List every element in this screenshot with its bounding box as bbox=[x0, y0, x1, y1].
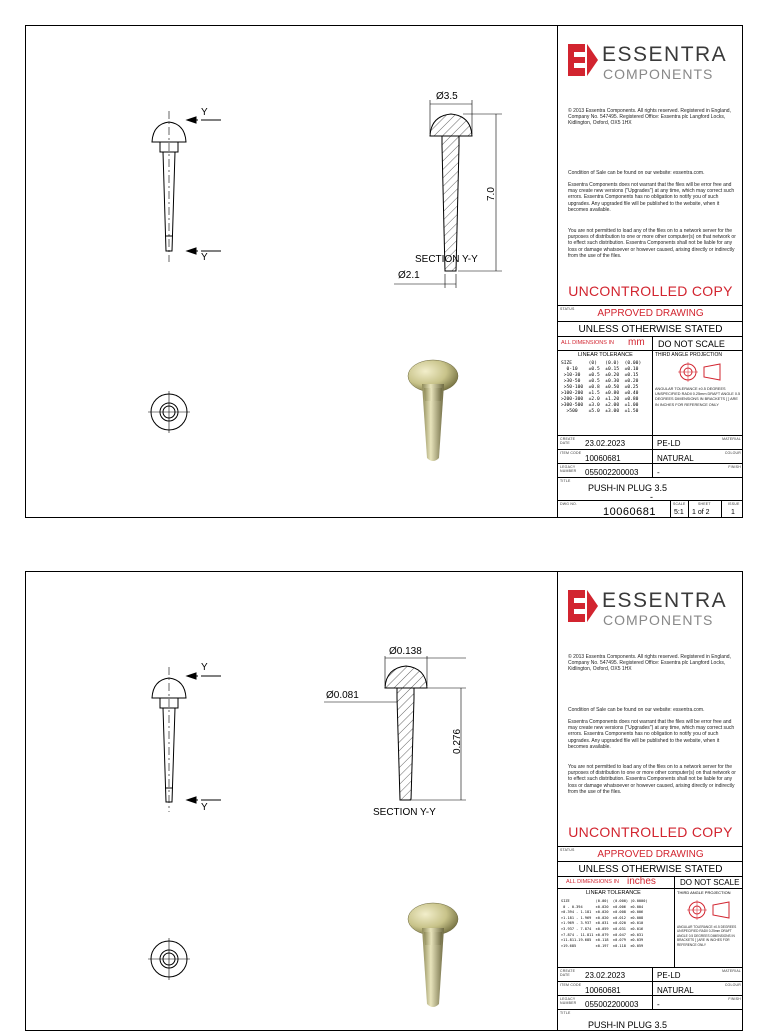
tol-row: >3.937 - 7.874 ±0.059 ±0.031 ±0.016 bbox=[561, 926, 644, 931]
section-label-2: SECTION Y-Y bbox=[373, 807, 436, 818]
finish-value: - bbox=[657, 468, 660, 477]
essentra-logo-2 bbox=[568, 588, 743, 628]
legacy-row-2 bbox=[558, 995, 743, 1009]
essentra-logo-mark bbox=[568, 42, 598, 78]
item-code-value: 10060681 bbox=[585, 454, 621, 463]
tol-row: >300-500 ±3.0 ±2.00 ±1.00 bbox=[561, 403, 639, 408]
tol-row: SIZE (0.00) (0.000) (0.0000) bbox=[561, 899, 648, 903]
material-label-2: MATERIAL bbox=[722, 969, 741, 973]
tol-row: >19.685 ±0.197 ±0.118 ±0.059 bbox=[561, 943, 644, 948]
tol-row: 0 - 0.394 ±0.020 ±0.006 ±0.004 bbox=[561, 904, 644, 909]
status-value: APPROVED DRAWING bbox=[597, 308, 704, 319]
copyright-text: © 2013 Essentra Components. All rights reserved. Registered in England, Company No. 547495. Registered Office: Essentra plc Langford Locks, Kidlington, Oxford, OX5 1HX bbox=[568, 108, 731, 127]
tol-row: >500 ±5.0 ±3.00 ±1.50 bbox=[561, 409, 639, 414]
angular-notes-2: ANGULAR TOLERANCE ±0.5 DEGREES UNSPECIFIED RADII 0.25mm DRAFT ANGLE 0.5 DEGREES DIMENSIONS IN BRACKETS [ ] ARE IN INCHES FOR REFERENCE ONLY bbox=[677, 925, 737, 947]
drawing-title: PUSH-IN PLUG 3.5 bbox=[588, 483, 668, 493]
unless-stated-2: UNLESS OTHERWISE STATED bbox=[578, 864, 723, 875]
scale-label: SCALE bbox=[673, 502, 686, 506]
condition-text: Condition of Sale can be found on our website: essentra.com. bbox=[568, 170, 705, 176]
material-value: PE-LD bbox=[657, 439, 681, 448]
logo-word-essentra: ESSENTRA bbox=[602, 43, 728, 66]
units-value-2: inches bbox=[627, 876, 656, 887]
colour-value-2: NATURAL bbox=[657, 986, 694, 995]
logo-word-components: COMPONENTS bbox=[603, 66, 714, 82]
top-view bbox=[148, 391, 190, 433]
create-date-label: CREATE DATE bbox=[560, 437, 576, 445]
all-dims-label-2: ALL DIMENSIONS IN bbox=[566, 879, 619, 885]
title-row bbox=[558, 477, 743, 500]
shaft-diameter-dim-2: Ø0.081 bbox=[326, 690, 359, 701]
item-code-label-2: ITEM CODE bbox=[560, 983, 582, 987]
title-block-2 bbox=[557, 572, 743, 1030]
date-row bbox=[558, 435, 743, 449]
tolerance-row-2 bbox=[558, 888, 743, 967]
essentra-logo bbox=[568, 42, 743, 82]
shaft-diameter-dim: Ø2.1 bbox=[398, 270, 420, 281]
length-dim: 7.0 bbox=[486, 187, 497, 201]
title-label-2: TITLE bbox=[560, 1011, 571, 1015]
warranty-text: Essentra Components does not warrant that the files will be error free and may create new versions ("Upgrades") at any time, which may correct such errors. Essentra Components has no obligation to notify you of such upgrades. Any upgraded file will be published to the website, when it becomes available. bbox=[568, 182, 735, 213]
dwg-no-label: DWG NO. bbox=[560, 502, 578, 506]
tol-row: >7.874 - 11.811 ±0.079 ±0.047 ±0.031 bbox=[561, 932, 644, 937]
drawing-sheet-2 bbox=[25, 571, 743, 1031]
legacy-number-label-2: LEGACY NUMBER bbox=[560, 997, 577, 1005]
section-view-2 bbox=[324, 656, 466, 800]
tol-row: >0.394 - 1.181 ±0.020 ±0.008 ±0.006 bbox=[561, 910, 644, 915]
plug-3d-render bbox=[408, 360, 458, 461]
length-dim-2: 0.276 bbox=[452, 728, 463, 754]
units-row bbox=[558, 336, 743, 350]
status-row bbox=[558, 305, 743, 321]
permission-text-2: You are not permitted to load any of the files on to a network server for the purposes of distribution to one or more other computer(s) on that network or to effect such distribution. Essentra Components shall not be liable for any loss or damage whatsoever or however caused, arising directly or indirectly from the use of the files. bbox=[568, 764, 736, 795]
third-angle-label: THIRD ANGLE PROJECTION bbox=[655, 352, 722, 358]
issue-label: ISSUE bbox=[728, 502, 740, 506]
status-row-2 bbox=[558, 846, 743, 861]
permission-text: You are not permitted to load any of the files on to a network server for the purposes of distribution to one or more other computer(s) on that network or to effect such distribution. Essentra Components shall not be liable for any loss or damage whatsoever or however caused, arising directly or indirectly from the use of the files. bbox=[568, 228, 736, 259]
logo-word-components-2: COMPONENTS bbox=[603, 612, 714, 628]
all-dims-label: ALL DIMENSIONS IN bbox=[561, 340, 614, 346]
tolerance-row bbox=[558, 350, 743, 435]
colour-value: NATURAL bbox=[657, 454, 694, 463]
do-not-scale: DO NOT SCALE bbox=[658, 339, 725, 349]
units-value: mm bbox=[628, 337, 645, 348]
angular-notes: ANGULAR TOLERANCE ±0.5 DEGREES UNSPECIFIED RADII 0.25mm DRAFT ANGLE 0.5 DEGREES DIMENSIONS IN BRACKETS [ ] ARE IN INCHES FOR REFERENCE ONLY bbox=[655, 387, 741, 407]
copyright-text-2: © 2013 Essentra Components. All rights reserved. Registered in England, Company No. 547495. Registered Office: Essentra plc Langford Locks, Kidlington, Oxford, OX5 1HX bbox=[568, 654, 731, 673]
colour-label: COLOUR bbox=[724, 451, 741, 455]
section-label: SECTION Y-Y bbox=[415, 254, 478, 265]
side-view-2 bbox=[152, 667, 221, 812]
issue-value: 1 bbox=[731, 509, 735, 516]
material-label: MATERIAL bbox=[722, 437, 741, 441]
tol-row: >1.181 - 1.969 ±0.020 ±0.012 ±0.008 bbox=[561, 915, 644, 920]
unless-row bbox=[558, 321, 743, 336]
third-angle-projection-icon bbox=[678, 361, 723, 383]
tolerance-table-2 bbox=[561, 899, 648, 949]
head-diameter-dim: Ø3.5 bbox=[436, 91, 458, 102]
date-row-2 bbox=[558, 967, 743, 981]
top-view-2 bbox=[148, 938, 190, 980]
tol-row: 0-10 ±0.5 ±0.15 ±0.10 bbox=[561, 367, 639, 372]
logo-word-essentra-2: ESSENTRA bbox=[602, 589, 728, 612]
cut-label-top-2: Y bbox=[201, 662, 208, 673]
dwg-no-row bbox=[558, 500, 743, 518]
dwg-no-value: 10060681 bbox=[603, 506, 656, 518]
plug-3d-render-2 bbox=[408, 903, 458, 1007]
third-angle-projection-icon-2 bbox=[687, 899, 732, 921]
legacy-number-label: LEGACY NUMBER bbox=[560, 465, 577, 473]
create-date-label-2: CREATE DATE bbox=[560, 969, 576, 977]
do-not-scale-2: DO NOT SCALE bbox=[680, 878, 740, 887]
tol-row: >30-50 ±0.5 ±0.30 ±0.20 bbox=[561, 379, 639, 384]
uncontrolled-copy: UNCONTROLLED COPY bbox=[568, 283, 733, 299]
legacy-number-value: 055002200003 bbox=[585, 468, 639, 477]
item-code-row bbox=[558, 449, 743, 463]
finish-label: FINISH bbox=[728, 465, 741, 469]
condition-text-2: Condition of Sale can be found on our website: essentra.com. bbox=[568, 707, 705, 713]
sheet-label: SHEET bbox=[698, 502, 711, 506]
item-code-row-2 bbox=[558, 981, 743, 995]
tol-row: SIZE (0) (0.0) (0.00) bbox=[561, 361, 642, 366]
item-code-value-2: 10060681 bbox=[585, 986, 621, 995]
linear-tolerance-label: LINEAR TOLERANCE bbox=[578, 352, 633, 358]
unless-stated: UNLESS OTHERWISE STATED bbox=[578, 324, 723, 335]
status-value-2: APPROVED DRAWING bbox=[597, 849, 704, 860]
side-view bbox=[152, 111, 221, 262]
tol-row: >1.969 - 3.937 ±0.031 ±0.020 ±0.010 bbox=[561, 921, 644, 926]
warranty-text-2: Essentra Components does not warrant that the files will be error free and may create new versions ("Upgrades") at any time, which may correct such errors. Essentra Components has no obligation to notify you of such upgrades. Any upgraded file will be published to the website, when it becomes available. bbox=[568, 719, 735, 750]
drawing-area bbox=[26, 26, 557, 518]
tol-row: >11.811-19.685 ±0.118 ±0.079 ±0.039 bbox=[561, 938, 644, 943]
sheet-value: 1 of 2 bbox=[692, 509, 710, 516]
status-label-2: STATUS bbox=[560, 848, 575, 852]
drawing-area-2 bbox=[26, 572, 557, 1031]
tol-row: >100-200 ±1.5 ±0.80 ±0.40 bbox=[561, 391, 639, 396]
drawing-sheet-1 bbox=[25, 25, 743, 518]
tol-row: >10-30 ±0.5 ±0.20 ±0.15 bbox=[561, 373, 639, 378]
material-value-2: PE-LD bbox=[657, 971, 681, 980]
unless-row-2 bbox=[558, 861, 743, 876]
create-date-value-2: 23.02.2023 bbox=[585, 971, 626, 980]
title-row-2 bbox=[558, 1009, 743, 1031]
cut-label-top: Y bbox=[201, 107, 208, 118]
status-label: STATUS bbox=[560, 307, 575, 311]
finish-value-2: - bbox=[657, 1000, 660, 1009]
cut-label-bottom: Y bbox=[201, 252, 208, 263]
cut-label-bottom-2: Y bbox=[201, 802, 208, 813]
units-row-2 bbox=[558, 876, 743, 888]
legacy-row bbox=[558, 463, 743, 477]
third-angle-label-2: THIRD ANGLE PROJECTION bbox=[677, 890, 731, 895]
essentra-logo-mark-2 bbox=[568, 588, 598, 624]
create-date-value: 23.02.2023 bbox=[585, 439, 626, 448]
linear-tolerance-label-2: LINEAR TOLERANCE bbox=[586, 890, 641, 896]
tol-row: >200-300 ±2.0 ±1.20 ±0.80 bbox=[561, 397, 639, 402]
uncontrolled-copy-2: UNCONTROLLED COPY bbox=[568, 824, 733, 840]
head-diameter-dim-2: Ø0.138 bbox=[389, 646, 422, 657]
tolerance-table bbox=[561, 361, 641, 415]
drawing-title-dash: - bbox=[650, 492, 653, 502]
tol-row: >50-100 ±0.8 ±0.50 ±0.25 bbox=[561, 385, 639, 390]
item-code-label: ITEM CODE bbox=[560, 451, 582, 455]
legacy-number-value-2: 055002200003 bbox=[585, 1000, 639, 1009]
colour-label-2: COLOUR bbox=[724, 983, 741, 987]
finish-label-2: FINISH bbox=[728, 997, 741, 1001]
title-label: TITLE bbox=[560, 479, 571, 483]
title-block bbox=[557, 26, 743, 517]
scale-value: 5:1 bbox=[674, 509, 684, 516]
drawing-title-2: PUSH-IN PLUG 3.5 bbox=[588, 1020, 668, 1030]
